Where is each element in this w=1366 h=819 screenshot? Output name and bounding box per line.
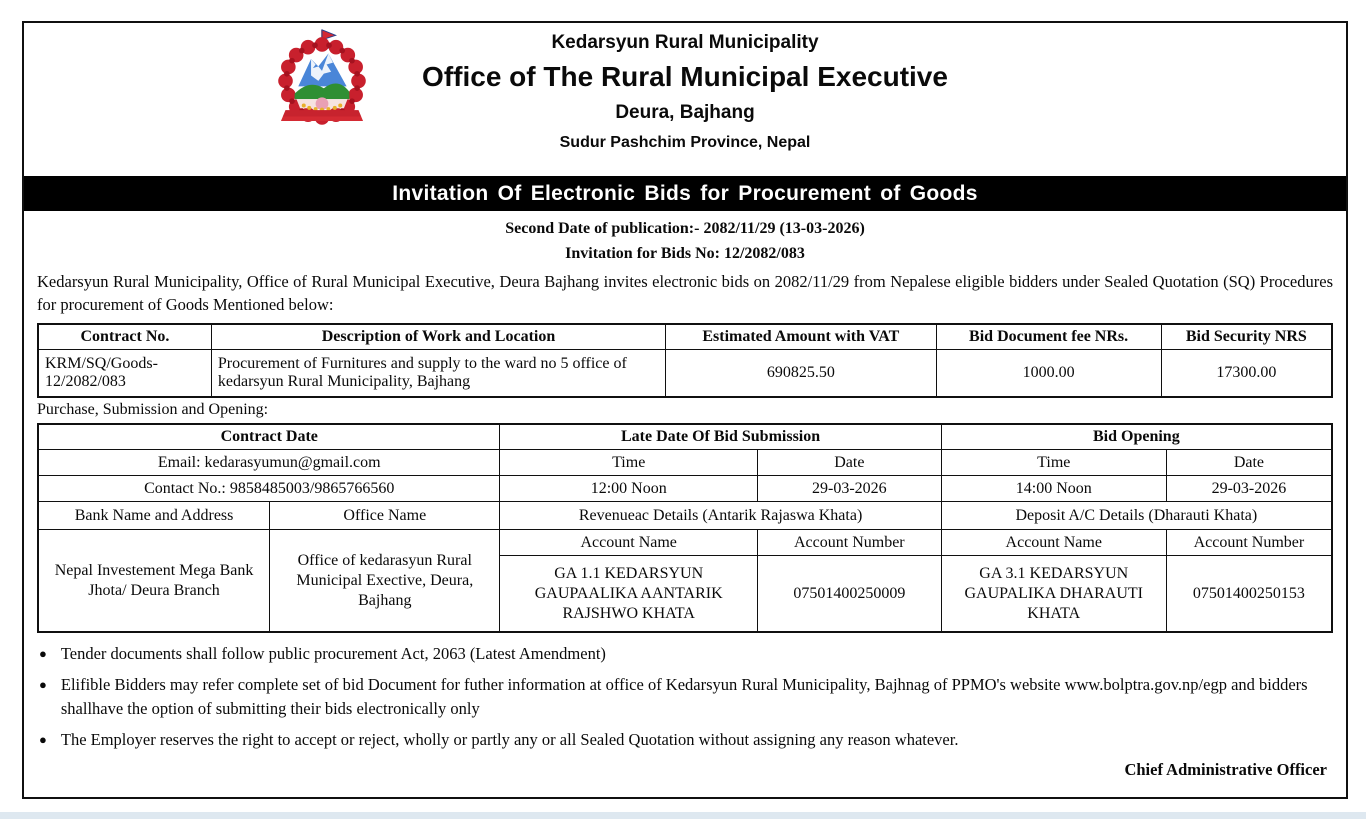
notes-list: [37, 642, 1333, 752]
header-bid-opening: Bid Opening: [941, 424, 1332, 450]
deposit-account-number-value: 07501400250153: [1166, 556, 1332, 632]
revenue-account-number-label: Account Number: [757, 530, 941, 556]
opening-time-value: 14:00 Noon: [941, 476, 1166, 502]
submission-date-value: 29-03-2026: [757, 476, 941, 502]
deposit-account-name-value: GA 3.1 KEDARSYUN GAUPALIKA DHARAUTI KHATA: [941, 556, 1166, 632]
goods-table: [37, 323, 1333, 398]
bank-name-cell: Nepal Investement Mega Bank Jhota/ Deura Branch: [38, 530, 270, 632]
bullet-icon: ●: [39, 645, 47, 661]
nepal-government-emblem-icon: [276, 28, 368, 132]
goods-table-header-row: [38, 324, 1332, 350]
email-cell: Email: kedarasyumun@gmail.com: [38, 450, 500, 476]
municipality-name: Kedarsyun Rural Municipality: [551, 32, 819, 53]
page-bottom-strip: [0, 812, 1366, 819]
opening-date-value: 29-03-2026: [1166, 476, 1332, 502]
bullet-icon: ●: [39, 677, 47, 693]
goods-header-document-fee: Bid Document fee NRs.: [936, 324, 1161, 350]
note-text: Elifible Bidders may refer complete set of bid Document for futher information at office of Kedarsyun Rural Municipality, Bajhnag of PPMO's website www.bolptra.gov.np/egp and bidders shallhave the option of submitting their bids electronically only: [60, 675, 1308, 718]
schedule-email-row: [38, 450, 1332, 476]
account-sub-header-row: [38, 530, 1332, 556]
revenue-details-header: Revenueac Details (Antarik Rajaswa Khata): [500, 502, 941, 530]
goods-header-description: Description of Work and Location: [211, 324, 665, 350]
deposit-details-header: Deposit A/C Details (Dharauti Khata): [941, 502, 1332, 530]
office-name-header: Office Name: [270, 502, 500, 530]
account-section-header-row: [38, 502, 1332, 530]
deposit-account-number-label: Account Number: [1166, 530, 1332, 556]
opening-date-label: Date: [1166, 450, 1332, 476]
schedule-table: [37, 423, 1333, 633]
deposit-account-name-label: Account Name: [941, 530, 1166, 556]
revenue-account-number-value: 07501400250009: [757, 556, 941, 632]
signature-title: Chief Administrative Officer: [1124, 759, 1327, 779]
publication-date-line: Second Date of publication:- 2082/11/29 (13-03-2026): [505, 220, 865, 237]
schedule-group-header-row: [38, 424, 1332, 450]
opening-time-label: Time: [941, 450, 1166, 476]
office-name: Office of The Rural Municipal Executive: [422, 61, 948, 92]
bid-number-line: Invitation for Bids No: 12/2082/083: [565, 245, 805, 262]
list-item: [37, 642, 1333, 665]
purchase-heading: Purchase, Submission and Opening:: [37, 400, 269, 418]
list-item: [37, 728, 1333, 751]
goods-cell-bid-security: 17300.00: [1161, 350, 1332, 397]
revenue-account-name-label: Account Name: [500, 530, 758, 556]
submission-time-value: 12:00 Noon: [500, 476, 758, 502]
office-name-cell: Office of kedarasyun Rural Municipal Exective, Deura, Bajhang: [270, 530, 500, 632]
submission-date-label: Date: [757, 450, 941, 476]
goods-header-estimated-amount: Estimated Amount with VAT: [666, 324, 936, 350]
goods-cell-contract-no: KRM/SQ/Goods-12/2082/083: [38, 350, 211, 397]
goods-cell-estimated-amount: 690825.50: [666, 350, 936, 397]
submission-time-label: Time: [500, 450, 758, 476]
goods-cell-document-fee: 1000.00: [936, 350, 1161, 397]
goods-header-contract-no: Contract No.: [38, 324, 211, 350]
office-address: Deura, Bajhang: [615, 102, 755, 123]
document-frame: [22, 21, 1348, 799]
schedule-contact-row: [38, 476, 1332, 502]
goods-header-bid-security: Bid Security NRS: [1161, 324, 1332, 350]
list-item: [37, 673, 1333, 720]
contact-cell: Contact No.: 9858485003/9865766560: [38, 476, 500, 502]
notice-title-banner: Invitation Of Electronic Bids for Procurement of Goods: [24, 176, 1346, 211]
bullet-icon: ●: [39, 732, 47, 748]
note-text: Tender documents shall follow public procurement Act, 2063 (Latest Amendment): [60, 643, 606, 663]
header-late-date-submission: Late Date Of Bid Submission: [500, 424, 941, 450]
intro-paragraph: Kedarsyun Rural Municipality, Office of Rural Municipal Executive, Deura Bajhang invites electronic bids on 2082/11/29 from Nepalese eligible bidders under Sealed Quotation (SQ) Procedures for procurement of Goods Mentioned below:: [37, 272, 1333, 315]
note-text: The Employer reserves the right to accept or reject, wholly or partly any or all Sealed Quotation without assigning any reason whatever.: [60, 730, 959, 750]
header-contract-date: Contract Date: [38, 424, 500, 450]
bank-name-header: Bank Name and Address: [38, 502, 270, 530]
province-line: Sudur Pashchim Province, Nepal: [559, 134, 811, 151]
revenue-account-name-value: GA 1.1 KEDARSYUN GAUPAALIKA AANTARIK RAJSHWO KHATA: [500, 556, 758, 632]
letterhead: [24, 23, 1346, 176]
goods-cell-description: Procurement of Furnitures and supply to the ward no 5 office of kedarsyun Rural Municipality, Bajhang: [211, 350, 665, 397]
notice-body: [24, 220, 1346, 780]
goods-table-data-row: [38, 350, 1332, 397]
